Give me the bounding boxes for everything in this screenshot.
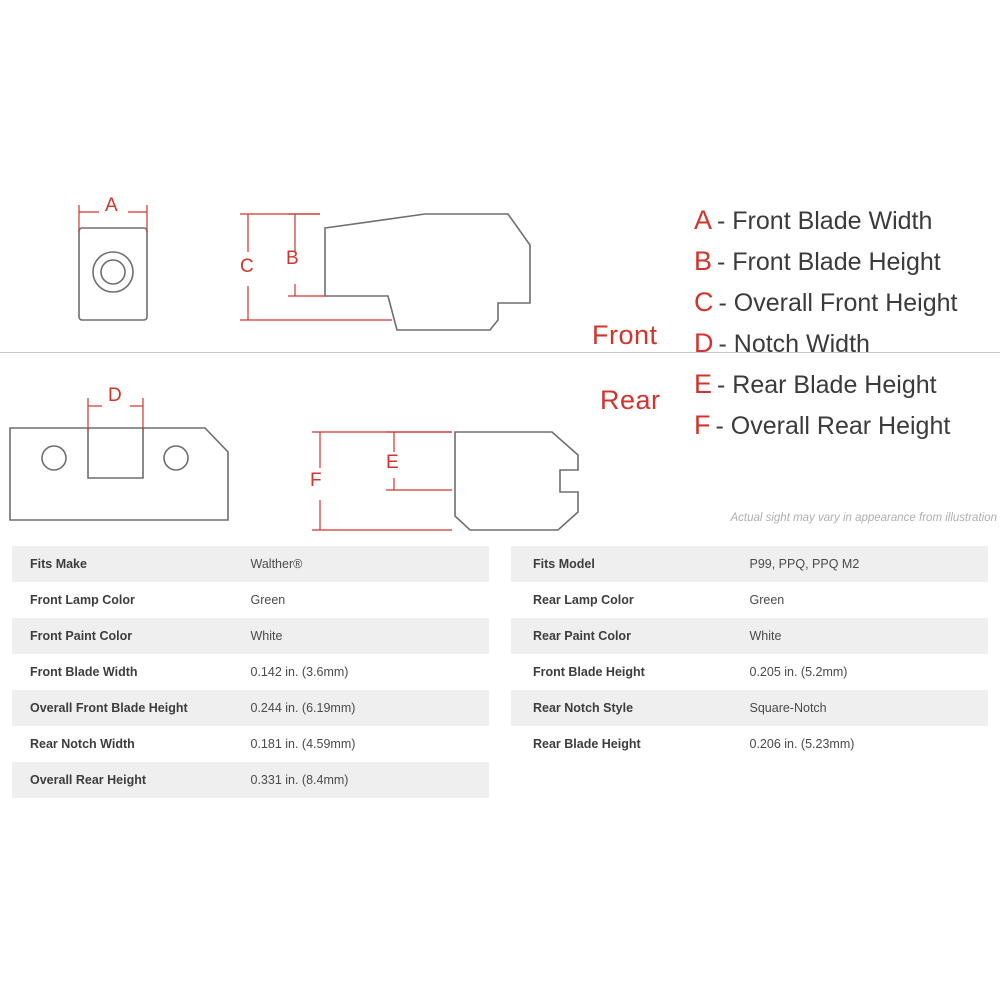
- spec-value: P99, PPQ, PPQ M2: [749, 557, 860, 571]
- legend-text-d: - Notch Width: [718, 330, 870, 358]
- callout-d: D: [108, 385, 122, 406]
- legend-item-b: [694, 246, 994, 277]
- legend-letter-a: A: [694, 205, 713, 235]
- spec-label: Front Paint Color: [30, 629, 133, 643]
- spec-table-right: [511, 546, 988, 798]
- legend-item-f: [694, 410, 994, 441]
- callout-f: F: [310, 470, 322, 491]
- callout-a: A: [105, 195, 118, 216]
- spec-label: Rear Lamp Color: [533, 593, 634, 607]
- legend-letter-c: C: [694, 287, 714, 317]
- spec-value: 0.244 in. (6.19mm): [250, 701, 356, 715]
- legend-text-c: - Overall Front Height: [718, 289, 958, 317]
- table-row: [12, 546, 489, 582]
- table-row: [511, 582, 988, 618]
- spec-value: Square-Notch: [749, 701, 827, 715]
- legend-item-d: [694, 328, 994, 359]
- spec-label: Fits Model: [533, 557, 595, 571]
- spec-table-left: [12, 546, 489, 798]
- spec-value: Green: [250, 593, 286, 607]
- front-section-label: Front: [592, 320, 658, 350]
- callout-e: E: [386, 452, 399, 473]
- callout-b: B: [286, 248, 299, 269]
- legend-item-e: [694, 369, 994, 400]
- disclaimer-text: Actual sight may vary in appearance from illustration: [730, 512, 997, 524]
- table-row: [511, 654, 988, 690]
- spec-label: Rear Blade Height: [533, 737, 641, 751]
- legend-text-e: - Rear Blade Height: [717, 371, 937, 399]
- spec-label: Rear Notch Width: [30, 737, 135, 751]
- table-row: [511, 690, 988, 726]
- table-row: [12, 618, 489, 654]
- spec-value: 0.142 in. (3.6mm): [250, 665, 349, 679]
- spec-value: 0.206 in. (5.23mm): [749, 737, 855, 751]
- rear-section-label: Rear: [600, 385, 661, 415]
- spec-label: Front Blade Width: [30, 665, 138, 679]
- spec-label: Overall Front Blade Height: [30, 701, 188, 715]
- legend-item-c: [694, 287, 994, 318]
- legend-letter-e: E: [694, 369, 713, 399]
- spec-value: White: [749, 629, 782, 643]
- spec-value: Walther®: [250, 557, 303, 571]
- table-row: [12, 726, 489, 762]
- table-row: [511, 546, 988, 582]
- spec-label: Front Blade Height: [533, 665, 645, 679]
- spec-value: White: [250, 629, 283, 643]
- legend-text-b: - Front Blade Height: [717, 248, 941, 276]
- spec-tables: [0, 546, 1000, 798]
- spec-value: 0.205 in. (5.2mm): [749, 665, 848, 679]
- table-row: [511, 618, 988, 654]
- spec-value: 0.181 in. (4.59mm): [250, 737, 356, 751]
- spec-value: 0.331 in. (8.4mm): [250, 773, 349, 787]
- table-row: [12, 762, 489, 798]
- legend-text-f: - Overall Rear Height: [715, 412, 951, 440]
- legend-letter-b: B: [694, 246, 713, 276]
- legend: [694, 205, 994, 451]
- table-row: [511, 726, 988, 762]
- spec-label: Overall Rear Height: [30, 773, 147, 787]
- spec-label: Fits Make: [30, 557, 87, 571]
- spec-label: Rear Paint Color: [533, 629, 631, 643]
- table-row: [12, 654, 489, 690]
- legend-text-a: - Front Blade Width: [717, 207, 933, 235]
- spec-value: Green: [749, 593, 785, 607]
- legend-letter-d: D: [694, 328, 714, 358]
- legend-item-a: [694, 205, 994, 236]
- table-row: [12, 582, 489, 618]
- legend-letter-f: F: [694, 410, 711, 440]
- callout-c: C: [240, 256, 254, 277]
- spec-label: Rear Notch Style: [533, 701, 634, 715]
- spec-label: Front Lamp Color: [30, 593, 135, 607]
- table-row: [12, 690, 489, 726]
